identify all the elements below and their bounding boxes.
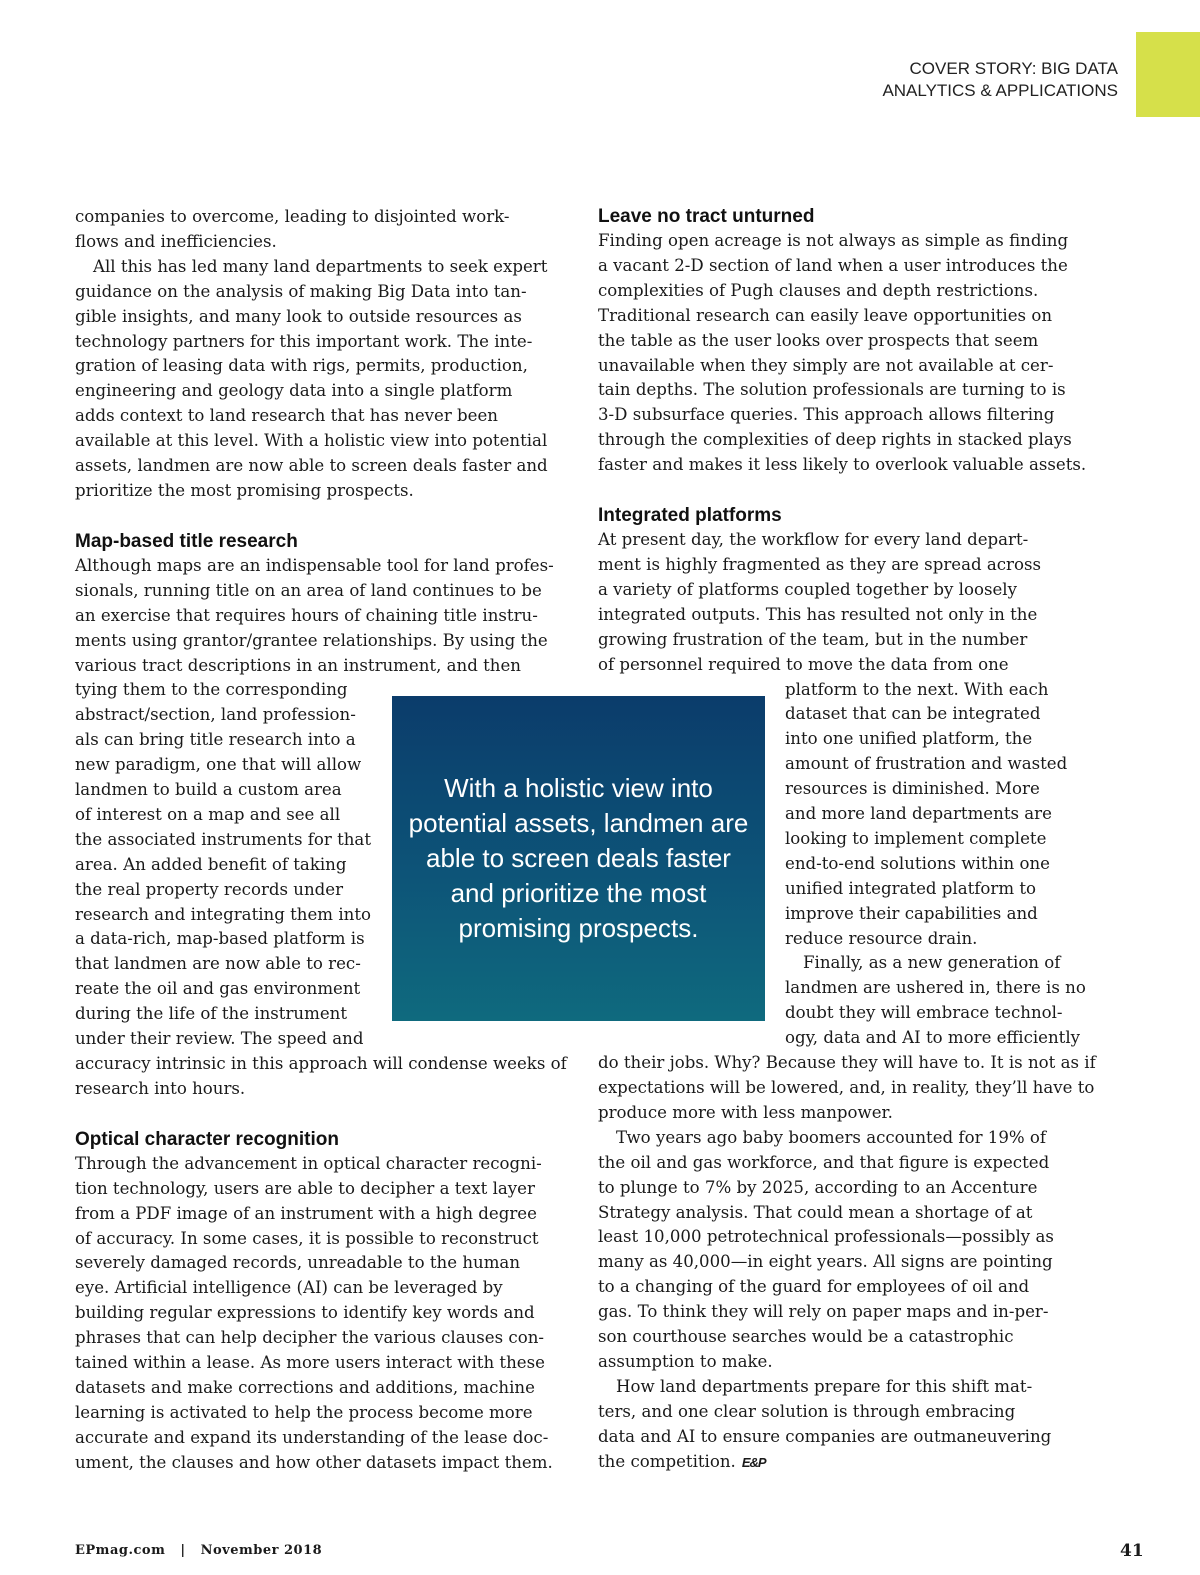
text-line: landmen to build a custom area	[75, 780, 342, 800]
text-line: Traditional research can easily leave opportunities on	[598, 305, 1053, 325]
header-accent-block	[1136, 32, 1200, 117]
text-line: adds context to land research that has never been	[75, 406, 498, 426]
text-line: research and integrating them into	[75, 904, 371, 924]
text-line: engineering and geology data into a single platform	[75, 381, 513, 401]
text-line: improve their capabilities and	[785, 903, 1038, 923]
heading-map-based-title-research: Map-based title research	[75, 530, 298, 552]
text-line: gas. To think they will rely on paper maps and in-per-	[598, 1302, 1049, 1322]
text-line: eye. Artificial intelligence (AI) can be leveraged by	[75, 1278, 503, 1298]
text-line: available at this level. With a holistic view into potential	[75, 431, 548, 451]
text-line: How land departments prepare for this shift mat-	[616, 1376, 1033, 1396]
text-line: tion technology, users are able to decipher a text layer	[75, 1178, 535, 1198]
text-line: data and AI to ensure companies are outmaneuvering	[598, 1426, 1052, 1446]
text-line: tain depths. The solution professionals are turning to is	[598, 380, 1066, 400]
section-header	[718, 58, 1118, 102]
text-line: an exercise that requires hours of chaining title instru-	[75, 605, 538, 625]
text-line: integrated outputs. This has resulted not only in the	[598, 604, 1038, 624]
text-line: doubt they will embrace technol-	[785, 1003, 1063, 1023]
text-line: reduce resource drain.	[785, 928, 978, 948]
text-line: through the complexities of deep rights in stacked plays	[598, 430, 1072, 450]
text-line: Through the advancement in optical character recogni-	[75, 1153, 542, 1173]
text-line: prioritize the most promising prospects.	[75, 480, 414, 500]
footer-site: EPmag.com	[75, 1543, 166, 1558]
text-line: faster and makes it less likely to overlook valuable assets.	[598, 455, 1087, 475]
text-line: flows and inefficiencies.	[75, 231, 277, 251]
text-line: Although maps are an indispensable tool for land profes-	[75, 555, 554, 575]
text-line: a data-rich, map-based platform is	[75, 929, 365, 949]
text-line: looking to implement complete	[785, 828, 1047, 848]
footer-publication	[75, 1543, 322, 1558]
text-line: sionals, running title on an area of land continues to be	[75, 580, 542, 600]
text-line: research into hours.	[75, 1078, 246, 1098]
text-line: accuracy intrinsic in this approach will condense weeks of	[75, 1054, 567, 1073]
pull-quote-box	[392, 696, 765, 1021]
text-line: unavailable when they simply are not available at cer-	[598, 355, 1054, 375]
text-line: of personnel required to move the data from one	[598, 654, 1009, 674]
text-line: tying them to the corresponding	[75, 680, 348, 700]
text-line: growing frustration of the team, but in the number	[598, 629, 1028, 649]
text-line: ogy, data and AI to more efficiently	[785, 1028, 1081, 1048]
text-line: 3-D subsurface queries. This approach allows filtering	[598, 405, 1055, 425]
text-line: abstract/section, land profession-	[75, 705, 356, 725]
heading-optical-character-recognition: Optical character recognition	[75, 1128, 339, 1150]
text-line: area. An added benefit of taking	[75, 854, 347, 874]
text-line: of accuracy. In some cases, it is possible to reconstruct	[75, 1228, 539, 1248]
text-line: produce more with less manpower.	[598, 1102, 893, 1122]
text-line: complexities of Pugh clauses and depth restrictions.	[598, 280, 1039, 300]
text-line: resources is diminished. More	[785, 779, 1040, 799]
text-line: companies to overcome, leading to disjointed work-	[75, 207, 510, 226]
text-line: ters, and one clear solution is through embracing	[598, 1401, 1016, 1421]
text-line: learning is activated to help the process become more	[75, 1402, 533, 1422]
text-line: technology partners for this important work. The inte-	[75, 331, 533, 351]
section-header-line1: COVER STORY: BIG DATA	[909, 59, 1118, 78]
text-line: to plunge to 7% by 2025, according to an Accenture	[598, 1177, 1038, 1197]
text-line: datasets and make corrections and additions, machine	[75, 1377, 535, 1397]
text-line: son courthouse searches would be a catastrophic	[598, 1327, 1014, 1347]
page-number: 41	[1120, 1541, 1144, 1561]
text-line: als can bring title research into a	[75, 730, 356, 750]
text-line: gible insights, and many look to outside resources as	[75, 306, 522, 326]
text-line: reate the oil and gas environment	[75, 979, 361, 999]
text-line: under their review. The speed and	[75, 1029, 364, 1049]
text-line: the table as the user looks over prospects that seem	[598, 330, 1039, 350]
text-line: ments using grantor/grantee relationships. By using the	[75, 630, 548, 650]
text-line: ment is highly fragmented as they are spread across	[598, 554, 1042, 574]
text-line: least 10,000 petrotechnical professionals—possibly as	[598, 1227, 1054, 1247]
text-line: accurate and expand its understanding of the lease doc-	[75, 1427, 549, 1447]
text-line: Finally, as a new generation of	[803, 953, 1061, 973]
paragraph-conclusion	[598, 1375, 1085, 1476]
paragraph-new-generation-end	[598, 1051, 1096, 1126]
paragraph-map-research-end	[75, 1052, 567, 1102]
text-line: All this has led many land departments to seek expert	[93, 256, 548, 276]
text-line: severely damaged records, unreadable to the human	[75, 1253, 521, 1273]
pull-quote-text: With a holistic view into potential assets, landmen are able to screen deals faster and prioritize the most promising prospects.	[408, 773, 749, 943]
section-header-line2: ANALYTICS & APPLICATIONS	[882, 81, 1118, 100]
text-line: At present day, the workflow for every land depart-	[598, 530, 1029, 550]
text-line: the associated instruments for that	[75, 829, 371, 849]
text-line: do their jobs. Why? Because they will have to. It is not as if	[598, 1053, 1096, 1073]
text-line: end-to-end solutions within one	[785, 853, 1050, 873]
text-line: during the life of the instrument	[75, 1004, 347, 1024]
text-line: tained within a lease. As more users interact with these	[75, 1353, 545, 1373]
paragraph-baby-boomers	[598, 1126, 1085, 1375]
paragraph-map-research	[75, 554, 560, 679]
ep-end-logo-icon: E&P	[741, 1454, 766, 1470]
text-line: of interest on a map and see all	[75, 804, 341, 824]
text-line: assumption to make.	[598, 1351, 773, 1371]
text-line: the competition. E&P	[598, 1450, 1085, 1476]
text-line: landmen are ushered in, there is no	[785, 978, 1086, 998]
text-line: phrases that can help decipher the various clauses con-	[75, 1328, 545, 1348]
heading-leave-no-tract-unturned: Leave no tract unturned	[598, 206, 815, 227]
text-line: dataset that can be integrated	[785, 704, 1041, 724]
paragraph-continuation	[75, 205, 560, 255]
text-line: Two years ago baby boomers accounted for 19% of	[616, 1127, 1047, 1147]
footer-date: November 2018	[200, 1543, 323, 1558]
text-line: that landmen are now able to rec-	[75, 954, 361, 974]
text-line: assets, landmen are now able to screen deals faster and	[75, 456, 548, 476]
text-line: guidance on the analysis of making Big Data into tan-	[75, 281, 527, 301]
paragraph-workflow	[598, 528, 1085, 677]
text-line: a vacant 2-D section of land when a user introduces the	[598, 255, 1068, 275]
text-line: Finding open acreage is not always as simple as finding	[598, 231, 1069, 250]
text-line: amount of frustration and wasted	[785, 754, 1068, 774]
heading-integrated-platforms: Integrated platforms	[598, 505, 782, 527]
text-line: platform to the next. With each	[785, 679, 1049, 699]
text-line: building regular expressions to identify key words and	[75, 1303, 535, 1323]
text-line: the oil and gas workforce, and that figure is expected	[598, 1152, 1050, 1172]
text-line: gration of leasing data with rigs, permits, production,	[75, 356, 528, 376]
text-line: a variety of platforms coupled together by loosely	[598, 579, 1017, 599]
text-line: many as 40,000—in eight years. All signs are pointing	[598, 1252, 1053, 1272]
text-line: new paradigm, one that will allow	[75, 755, 362, 775]
paragraph-expert-guidance	[75, 255, 560, 504]
text-line: expectations will be lowered, and, in reality, they’ll have to	[598, 1078, 1095, 1097]
text-line: the real property records under	[75, 879, 344, 899]
text-line: unified integrated platform to	[785, 878, 1037, 898]
paragraph-open-acreage	[598, 229, 1085, 478]
text-line: ument, the clauses and how other datasets impact them.	[75, 1452, 553, 1472]
text-line: Strategy analysis. That could mean a shortage of at	[598, 1202, 1033, 1222]
text-line: from a PDF image of an instrument with a high degree	[75, 1203, 537, 1223]
paragraph-ocr	[75, 1152, 560, 1476]
text-line: to a changing of the guard for employees of oil and	[598, 1277, 1030, 1297]
text-line: into one unified platform, the	[785, 729, 1033, 749]
footer-separator: |	[180, 1543, 186, 1558]
text-line: and more land departments are	[785, 804, 1052, 824]
text-line: various tract descriptions in an instrument, and then	[75, 655, 521, 675]
